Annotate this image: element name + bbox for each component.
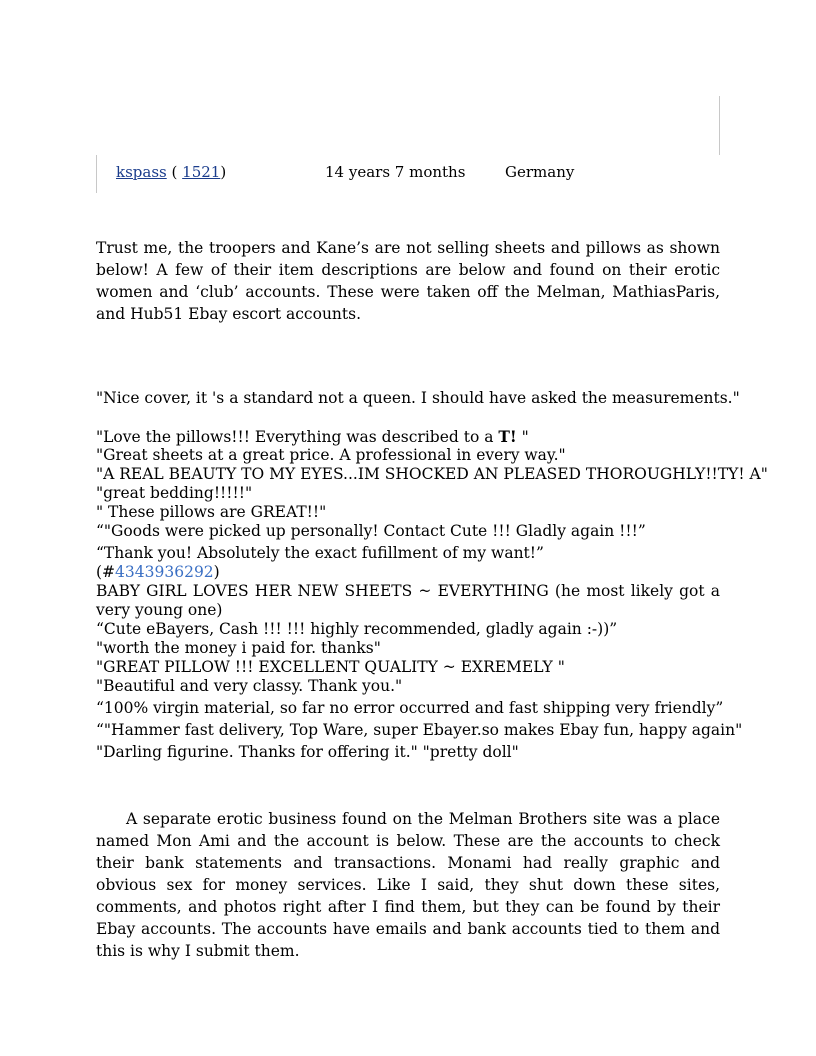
quote-line: “Thank you! Absolutely the exact fufillment of my want!”: [96, 544, 544, 562]
quote-line: "A REAL BEAUTY TO MY EYES...IM SHOCKED AN PLEASED THOROUGHLY!!TY! A": [96, 465, 768, 483]
seller-username-link[interactable]: kspass: [116, 163, 167, 181]
quote-line: "great bedding!!!!!": [96, 484, 253, 502]
quote-text: ): [213, 563, 220, 581]
quote-line: BABY GIRL LOVES HER NEW SHEETS ~ EVERYTHING (he most likely got a very young one): [96, 582, 720, 619]
seller-location: Germany: [505, 163, 575, 181]
quote-line: [96, 563, 720, 582]
closing-paragraph: A separate erotic business found on the Melman Brothers site was a place named Mon Ami and the account is below. These are the accounts to check their bank statements and transactions. Monami had really graphic and obvious sex for money services. Like I said, they shut down these sites, comments, and photos right after I find them, but they can be found by their Ebay accounts. The accounts have emails and bank accounts tied to them and this is why I submit them.: [96, 810, 720, 960]
quote-bold-text: T!: [498, 427, 517, 446]
quote-line: “"Goods were picked up personally! Contact Cute !!! Gladly again !!!”: [96, 522, 646, 540]
quote-line: " These pillows are GREAT!!": [96, 503, 327, 521]
seller-profile: [116, 162, 226, 182]
quote-line: "Beautiful and very classy. Thank you.": [96, 677, 403, 695]
quote-line: "GREAT PILLOW !!! EXCELLENT QUALITY ~ EXREMELY ": [96, 658, 565, 676]
paren-open: (: [171, 163, 178, 181]
quote-line: [96, 427, 720, 447]
quote-line: "Darling figurine. Thanks for offering it." "pretty doll": [96, 743, 519, 761]
quote-line: "worth the money i paid for. thanks": [96, 639, 381, 657]
quote-line: "Nice cover, it 's a standard not a queen. I should have asked the measurements.": [96, 389, 740, 407]
quote-line: "Great sheets at a great price. A professional in every way.": [96, 446, 566, 464]
feedback-score-link[interactable]: 1521: [182, 163, 221, 181]
quote-text: "Love the pillows!!! Everything was described to a: [96, 428, 499, 446]
intro-paragraph: Trust me, the troopers and Kane’s are not selling sheets and pillows as shown below! A few of their item descriptions are below and found on their erotic women and ‘club’ accounts. These were taken off the Melman, MathiasParis, and Hub51 Ebay escort accounts.: [96, 239, 720, 323]
table-border-right: [719, 96, 720, 155]
quote-line: “Cute eBayers, Cash !!! !!! highly recommended, gladly again :-))”: [96, 620, 618, 638]
quote-line: “100% virgin material, so far no error occurred and fast shipping very friendly”: [96, 699, 724, 717]
table-border-left: [96, 155, 97, 193]
quote-text: (#: [96, 563, 116, 581]
quote-text: ": [516, 428, 529, 446]
quote-line: “"Hammer fast delivery, Top Ware, super Ebayer.so makes Ebay fun, happy again": [96, 721, 743, 739]
member-since: 14 years 7 months: [325, 163, 466, 181]
paren-close: ): [220, 163, 227, 181]
item-number-link[interactable]: 4343936292: [115, 563, 214, 581]
